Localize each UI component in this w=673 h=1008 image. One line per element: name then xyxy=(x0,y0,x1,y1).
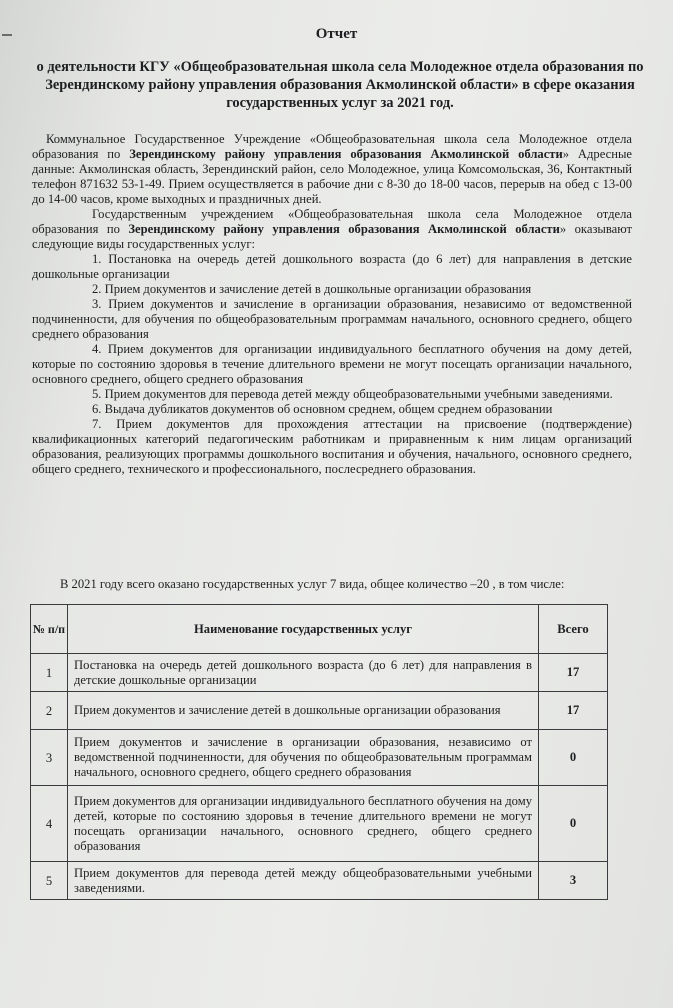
table-row xyxy=(31,654,608,692)
intro-text: Коммунальное Государственное Учреждение «Общеобразовательная школа села Молодежное отдела образования по xyxy=(32,132,632,161)
intro-bold-text: Зерендинскому району управления образования Акмолинской области xyxy=(129,147,563,161)
service-name: Прием документов и зачисление в организации образования, независимо от ведомственной подчиненности, для обучения по общеобразовательным программам начального, основного среднего, общего среднего образования xyxy=(68,730,539,786)
service-list-item: 2. Прием документов и зачисление детей в дошкольные организации образования xyxy=(92,282,532,296)
service-name: Прием документов для организации индивидуального бесплатного обучения на дому детей, которые по состоянию здоровья в течение длительного времени не могут посещать организации начального, основного среднего, общего среднего образования xyxy=(68,786,539,862)
summary-text: В 2021 году всего оказано государственных услуг 7 вида, общее количество –20 , в том числе: xyxy=(60,577,565,591)
table-row xyxy=(31,692,608,730)
service-total: 0 xyxy=(539,730,608,786)
intro-paragraph-2 xyxy=(32,207,632,252)
services-table xyxy=(30,604,608,900)
row-number: 2 xyxy=(31,692,68,730)
service-name: Постановка на очередь детей дошкольного возраста (до 6 лет) для направления в детские дошкольные организации xyxy=(68,654,539,692)
document-subtitle: о деятельности КГУ «Общеобразовательная школа села Молодежное отдела образования по Зерендинскому району управления образования Акмолинской области» в сфере оказания государственных услуг за 2021 год. xyxy=(36,59,644,111)
service-total: 3 xyxy=(539,862,608,900)
service-list-item: 3. Прием документов и зачисление в организации образования, независимо от ведомственной подчиненности, для обучения по общеобразовательным программам начального, основного среднего, общего среднего образования xyxy=(32,297,632,341)
column-header-total: Всего xyxy=(539,605,608,654)
service-name: Прием документов для перевода детей между общеобразовательными учебными заведениями. xyxy=(68,862,539,900)
row-number: 1 xyxy=(31,654,68,692)
intro-paragraph-1 xyxy=(32,132,632,207)
service-list-item: 6. Выдача дубликатов документов об основном среднем, общем среднем образовании xyxy=(92,402,553,416)
service-list-item: 5. Прием документов для перевода детей между общеобразовательными учебными заведениями. xyxy=(92,387,613,401)
column-header-name: Наименование государственных услуг xyxy=(68,605,539,654)
service-total: 0 xyxy=(539,786,608,862)
table-row xyxy=(31,862,608,900)
intro-text: » Адресные данные: Акмолинская область, Зерендинский район, село Молодежное, улица Комсомольская, 36, Контактный телефон 871632 53-1-49. Прием осуществляется в рабочие дни с 8-30 до 18-00 часов, перерыв на обед с 13-00 до 14-00 часов, кроме выходных и праздничных дней. xyxy=(32,147,633,206)
service-list-item: 4. Прием документов для организации индивидуального бесплатного обучения на дому детей, которые по состоянию здоровья в течение длительного времени не могут посещать организации начального, основного среднего, общего среднего образования xyxy=(32,342,632,386)
intro-bold-text: Зерендинскому району управления образования Акмолинской области xyxy=(128,222,560,236)
row-number: 4 xyxy=(31,786,68,862)
service-total: 17 xyxy=(539,692,608,730)
document-title: Отчет xyxy=(315,26,358,42)
column-header-number: № п/п xyxy=(31,605,68,654)
table-row xyxy=(31,730,608,786)
service-list-item: 1. Постановка на очередь детей дошкольного возраста (до 6 лет) для направления в детские дошкольные организации xyxy=(32,252,632,281)
row-number: 3 xyxy=(31,730,68,786)
table-header-row xyxy=(31,605,608,654)
row-number: 5 xyxy=(31,862,68,900)
service-name: Прием документов и зачисление детей в дошкольные организации образования xyxy=(68,692,539,730)
service-total: 17 xyxy=(539,654,608,692)
intro-text: » оказывают следующие виды государственных услуг: xyxy=(32,222,633,251)
document-body xyxy=(32,132,632,477)
table-row xyxy=(31,786,608,862)
intro-text: Государственным учреждением «Общеобразовательная школа села Молодежное отдела образования по xyxy=(32,207,632,236)
service-list-item: 7. Прием документов для прохождения аттестации на присвоение (подтверждение) квалификационных категорий педагогическим работникам и приравненным к ним лицам организаций образования, реализующих программы дошкольного воспитания и обучения, начального, основного среднего, общего среднего, технического и профессионального, послесреднего образования. xyxy=(32,417,632,476)
